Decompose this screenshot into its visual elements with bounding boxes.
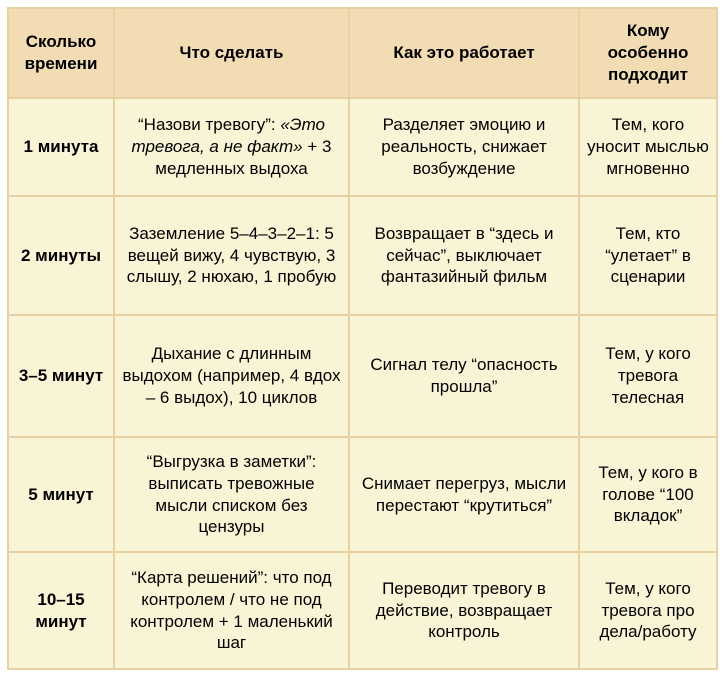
action-cell	[114, 437, 349, 552]
table-row	[8, 196, 717, 315]
table-row	[8, 98, 717, 196]
how-cell: Переводит тревогу в действие, возвращает контроль	[349, 552, 579, 669]
action-segment: “Выгрузка в заметки”: выписать тревожные мысли списком без цензуры	[146, 452, 317, 537]
who-cell: Тем, кто “улетает” в сценарии	[579, 196, 717, 315]
who-cell: Тем, у кого тревога телесная	[579, 315, 717, 437]
table-row	[8, 552, 717, 669]
action-segment: + 3 медленных выдоха	[155, 137, 332, 178]
action-segment: Заземление 5–4–3–2–1: 5 вещей вижу, 4 чувствую, 3 слышу, 2 нюхаю, 1 пробую	[126, 223, 337, 287]
how-cell: Сигнал телу “опасность прошла”	[349, 315, 579, 437]
header-who: Кому особенно подходит	[579, 8, 717, 98]
who-cell: Тем, у кого тревога про дела/работу	[579, 552, 717, 669]
table-row	[8, 437, 717, 552]
header-action: Что сделать	[114, 8, 349, 98]
action-cell	[114, 196, 349, 315]
table-body	[8, 98, 717, 669]
header-time: Сколько времени	[8, 8, 114, 98]
how-cell: Возвращает в “здесь и сейчас”, выключает фантазийный фильм	[349, 196, 579, 315]
action-cell	[114, 98, 349, 196]
action-segment: “Назови тревогу”:	[138, 115, 281, 135]
action-italic-segment: «Это тревога, а не факт»	[131, 115, 325, 157]
header-how: Как это работает	[349, 8, 579, 98]
who-cell: Тем, кого уносит мыслью мгновенно	[579, 98, 717, 196]
action-cell	[114, 315, 349, 437]
time-cell: 1 минута	[8, 98, 114, 196]
table-row	[8, 315, 717, 437]
action-cell	[114, 552, 349, 669]
action-segment: “Карта решений”: что под контролем / что не под контролем + 1 маленький шаг	[130, 568, 333, 653]
how-cell: Разделяет эмоцию и реальность, снижает возбуждение	[349, 98, 579, 196]
how-cell: Снимает перегруз, мысли перестают “крутиться”	[349, 437, 579, 552]
anxiety-techniques-table	[7, 7, 718, 670]
time-cell: 5 минут	[8, 437, 114, 552]
action-segment: Дыхание с длинным выдохом (например, 4 вдох – 6 выдох), 10 циклов	[122, 344, 341, 407]
who-cell: Тем, у кого в голове “100 вкладок”	[579, 437, 717, 552]
time-cell: 3–5 минут	[8, 315, 114, 437]
time-cell: 2 минуты	[8, 196, 114, 315]
time-cell: 10–15 минут	[8, 552, 114, 669]
header-row	[8, 8, 717, 98]
